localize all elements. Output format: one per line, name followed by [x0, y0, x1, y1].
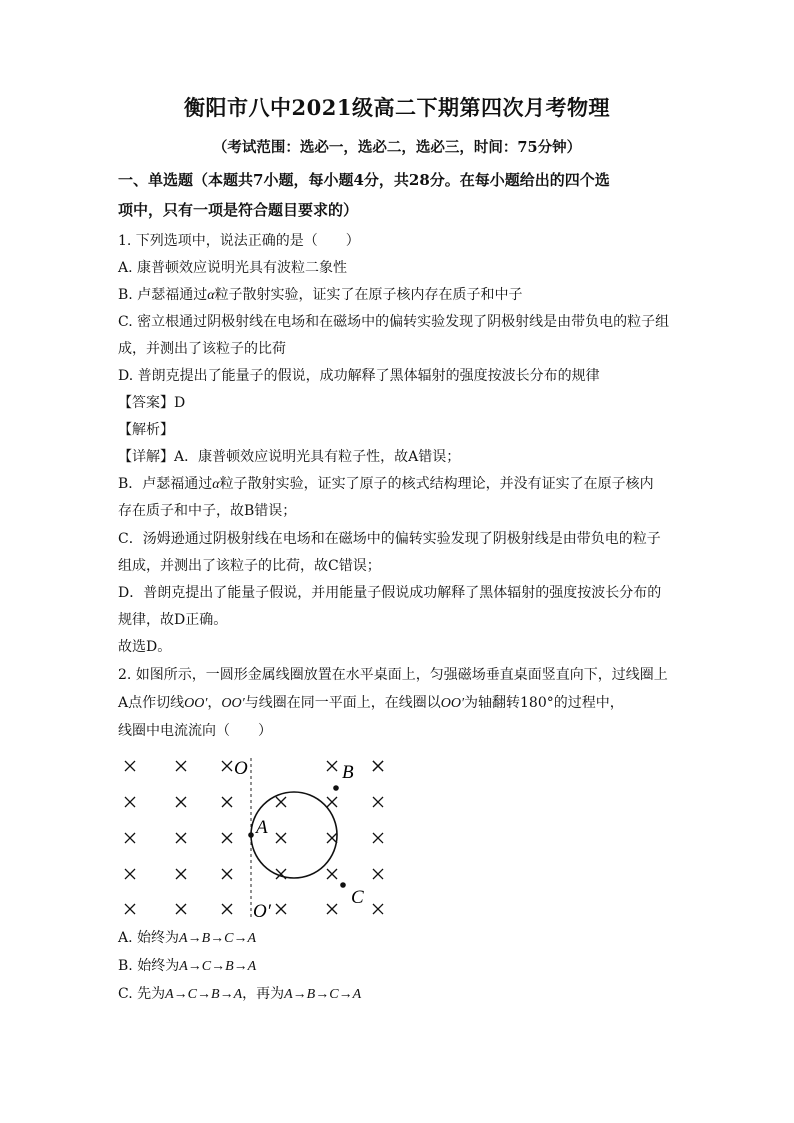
q1-detail-b-post: 粒子散射实验，证实了原子的核式结构理论，并没有证实了在原子核内: [219, 476, 654, 492]
q1-answer: 【答案】D: [118, 395, 186, 411]
label-b: B: [342, 762, 354, 783]
q2-option-c-mid: ，再为: [242, 986, 285, 1002]
q2-option-b-sequence: A→C→B→A: [179, 959, 257, 974]
q1-detail-b: [118, 474, 654, 495]
q2-option-c-sequence2: A→B→C→A: [284, 987, 362, 1002]
exam-scope-subtitle: （考试范围：选必一，选必二，选必三，时间：75分钟）: [212, 139, 582, 156]
q2-option-c-sequence1: A→C→B→A: [165, 987, 243, 1002]
magnetic-field-coil-figure: [110, 752, 400, 926]
section-heading-line2: 项中，只有一项是符合题目要求的）: [118, 201, 359, 219]
q2-option-a: [118, 928, 256, 949]
q1-detail-b-pre: B．卢瑟福通过: [118, 476, 213, 492]
q2-option-a-label: A. 始终为: [118, 930, 180, 946]
axis-symbol: OO′: [221, 696, 245, 711]
q2-stem-line2: [118, 693, 624, 714]
coil-diagram-svg: [110, 752, 400, 922]
axis-symbol: OO′: [184, 696, 208, 711]
q2-stem-part: A点作切线: [118, 695, 185, 711]
q1-option-b-pre: B. 卢瑟福通过: [118, 287, 208, 303]
alpha-symbol: α: [207, 288, 215, 303]
q1-option-a: A. 康普顿效应说明光具有波粒二象性: [118, 260, 348, 276]
point-c-dot: [340, 882, 346, 888]
q1-detail-c-line1: C．汤姆逊通过阴极射线在电场和在磁场中的偏转实验发现了阴极射线是由带负电的粒子: [118, 531, 661, 547]
q1-option-b-post: 粒子散射实验，证实了在原子核内存在质子和中子: [214, 287, 523, 303]
q2-stem-line1: 2. 如图所示，一圆形金属线圈放置在水平桌面上，匀强磁场垂直桌面竖直向下，过线圈上: [118, 667, 668, 683]
point-a-dot: [248, 832, 254, 838]
q2-option-c: [118, 984, 361, 1005]
page-title: 衡阳市八中2021级高二下期第四次月考物理: [184, 95, 610, 120]
q1-option-c-line1: C. 密立根通过阴极射线在电场和在磁场中的偏转实验发现了阴极射线是由带负电的粒子组: [118, 314, 670, 330]
q1-analysis-label: 【解析】: [118, 422, 174, 438]
point-b-dot: [333, 785, 339, 791]
label-a: A: [256, 817, 268, 838]
q2-stem-line3: 线圈中电流流向（ ）: [118, 723, 272, 739]
q1-option-b: [118, 285, 523, 306]
alpha-symbol: α: [212, 477, 220, 492]
q1-detail-d-line1: D．普朗克提出了能量子假说，并用能量子假说成功解释了黑体辐射的强度按波长分布的: [118, 585, 662, 601]
axis-symbol: OO′: [440, 696, 465, 711]
label-c: C: [351, 887, 364, 908]
q2-option-b-label: B. 始终为: [118, 958, 180, 974]
label-o-top: O: [234, 758, 248, 779]
q1-option-c-line2: 成，并测出了该粒子的比荷: [118, 341, 286, 357]
q2-stem-part: 为轴翻转180°的过程中，: [464, 695, 624, 711]
section-heading-line1: 一、单选题（本题共7小题，每小题4分，共28分。在每小题给出的四个选: [118, 171, 610, 189]
label-o-bottom: O′: [253, 901, 271, 922]
q2-stem-part: 与线圈在同一平面上，在线圈以: [244, 695, 441, 711]
q2-option-c-label: C. 先为: [118, 986, 166, 1002]
q2-option-b: [118, 956, 256, 977]
q1-conclusion: 故选D。: [118, 639, 172, 655]
q1-detail-d-line2: 规律，故D正确。: [118, 612, 228, 628]
q1-detail-c-line2: 组成，并测出了该粒子的比荷，故C错误；: [118, 558, 381, 574]
q2-option-a-sequence: A→B→C→A: [179, 931, 257, 946]
q1-option-d: D. 普朗克提出了能量子的假说，成功解释了黑体辐射的强度按波长分布的规律: [118, 368, 600, 384]
q1-stem: 1. 下列选项中，说法正确的是（ ）: [118, 233, 360, 249]
magnetic-field-crosses: [125, 761, 383, 914]
q1-detail-a: 【详解】A．康普顿效应说明光具有粒子性，故A错误；: [118, 449, 461, 465]
q2-stem-part: ，: [207, 695, 222, 711]
q1-detail-b-line2: 存在质子和中子，故B错误；: [118, 503, 297, 519]
